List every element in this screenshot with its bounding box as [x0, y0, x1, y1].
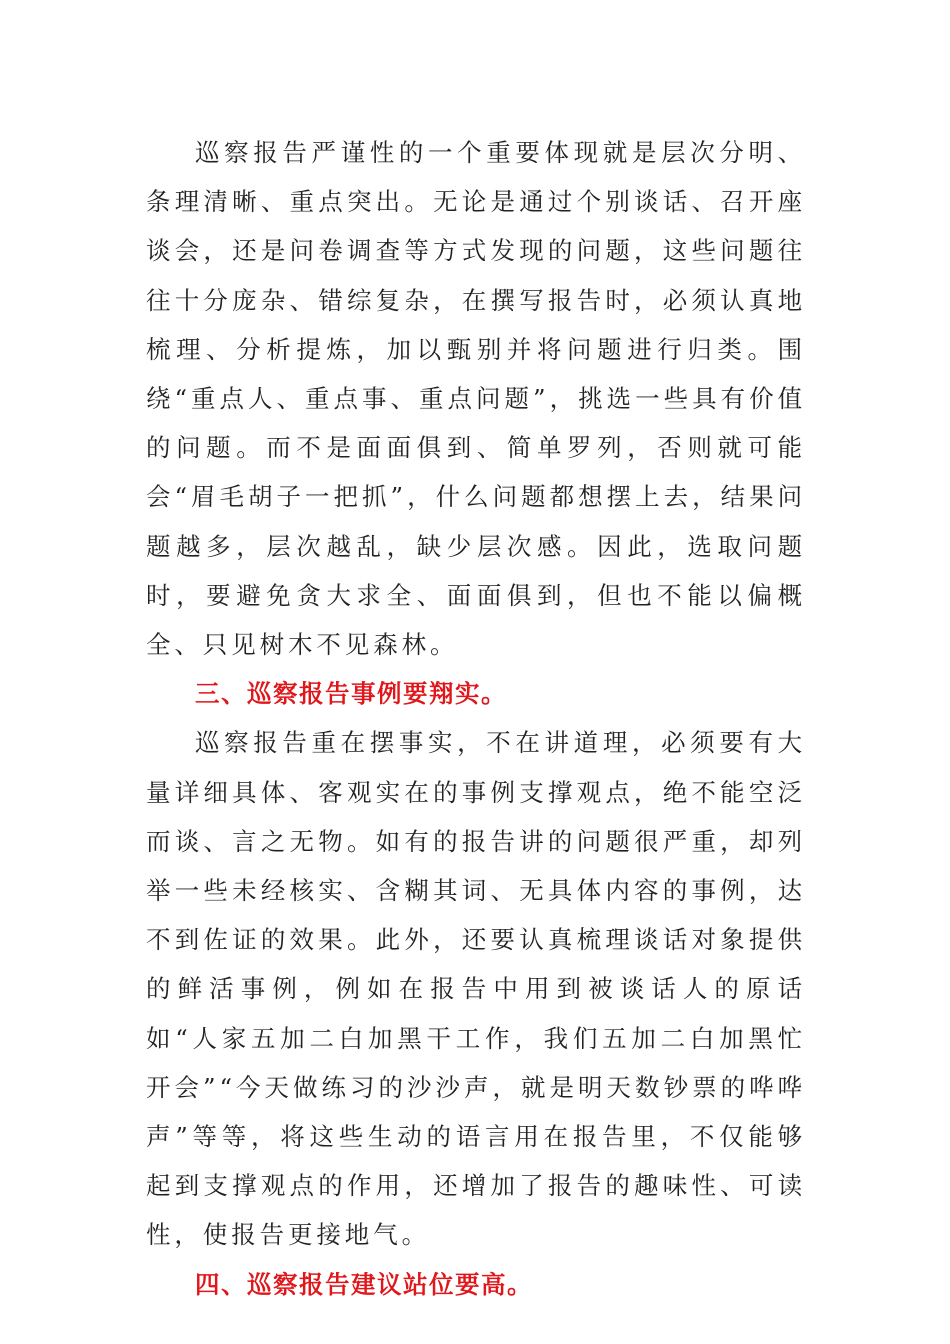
- section-heading-four: 四、巡察报告建议站位要高。: [195, 1269, 533, 1299]
- body-paragraph-hierarchy: 巡察报告严谨性的一个重要体现就是层次分明、条理清晰、重点突出。无论是通过个别谈话、召开座谈会，还是问卷调查等方式发现的问题，这些问题往往十分庞杂、错综复杂，在撰写报告时，必须认真地梳理、分析提炼，加以甄别并将问题进行归类。围绕“重点人、重点事、重点问题”，挑选一些具有价值的问题。而不是面面俱到、简单罗列，否则就可能会“眉毛胡子一把抓”，什么问题都想摆上去，结果问题越多，层次越乱，缺少层次感。因此，选取问题时，要避免贪大求全、面面俱到，但也不能以偏概全、只见树木不见森林。: [146, 138, 806, 660]
- document-content: [146, 128, 806, 1309]
- section-heading-three: 三、巡察报告事例要翔实。: [195, 679, 507, 709]
- body-paragraph-examples: 巡察报告重在摆事实，不在讲道理，必须要有大量详细具体、客观实在的事例支撑观点，绝不能空泛而谈、言之无物。如有的报告讲的问题很严重，却列举一些未经核实、含糊其词、无具体内容的事例，达不到佐证的效果。此外，还要认真梳理谈话对象提供的鲜活事例，例如在报告中用到被谈话人的原话如“人家五加二白加黑干工作，我们五加二白加黑忙开会”“今天做练习的沙沙声，就是明天数钞票的哗哗声”等等，将这些生动的语言用在报告里，不仅能够起到支撑观点的作用，还增加了报告的趣味性、可读性，使报告更接地气。: [146, 728, 806, 1250]
